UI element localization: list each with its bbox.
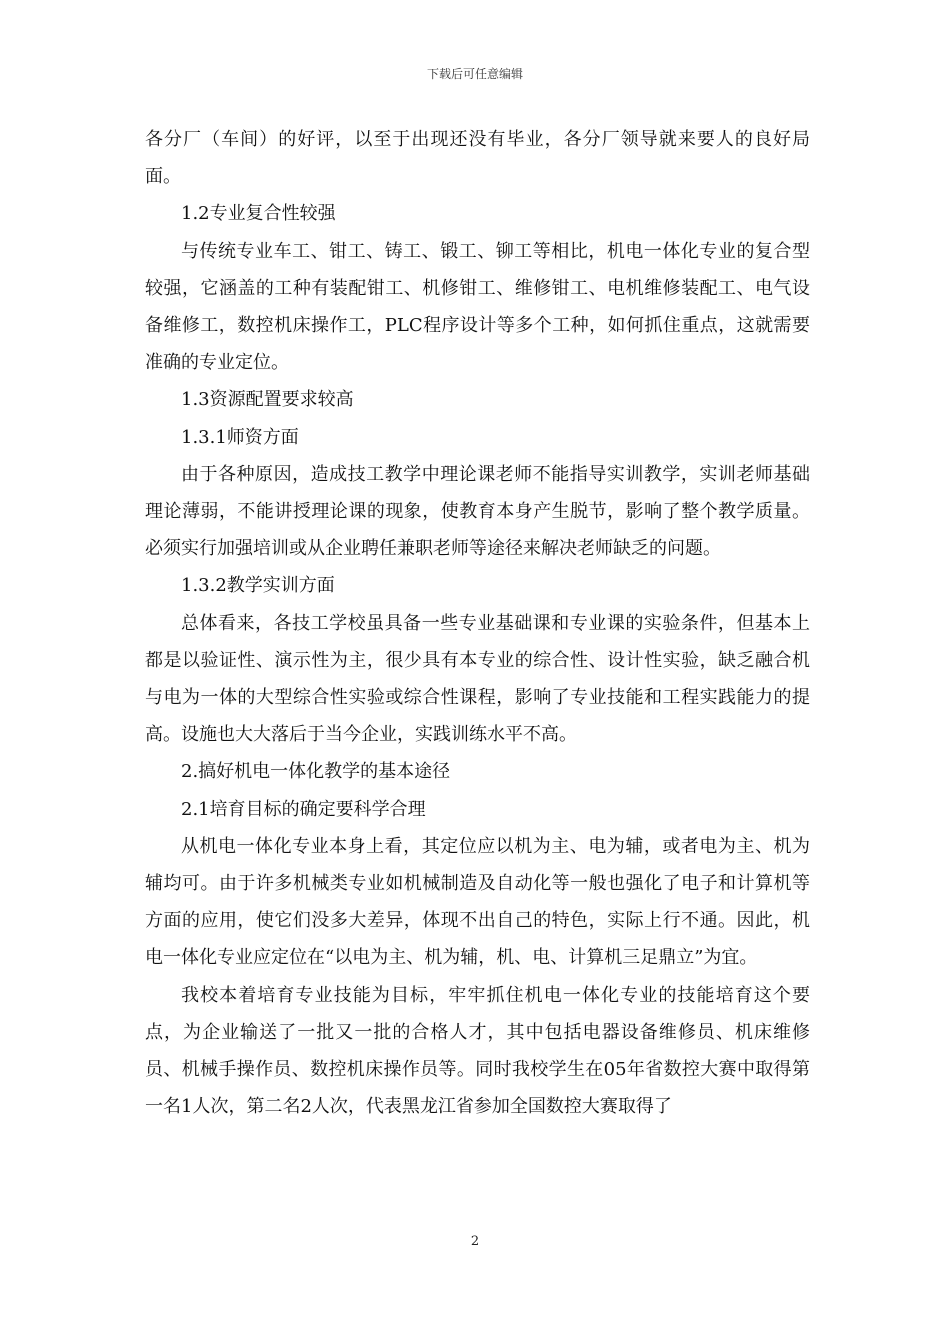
paragraph: 由于各种原因，造成技工教学中理论课老师不能指导实训教学，实训老师基础理论薄弱，不能讲授理论课的现象，使教育本身产生脱节，影响了整个教学质量。必须实行加强培训或从企业聘任兼职老师等途径来解决老师缺乏的问题。 bbox=[145, 463, 810, 560]
paragraph: 从机电一体化专业本身上看，其定位应以机为主、电为辅，或者电为主、机为辅均可。由于许多机械类专业如机械制造及自动化等一般也强化了电子和计算机等方面的应用，使它们没多大差异，体现不出自己的特色，实际上行不通。因此，机电一体化专业应定位在“以电为主、机为辅，机、电、计算机三足鼎立”为宜。 bbox=[145, 835, 810, 969]
section-heading-1-3: 1.3资源配置要求较高 bbox=[181, 389, 354, 411]
section-heading-2-1: 2.1培育目标的确定要科学合理 bbox=[181, 798, 426, 820]
paragraph-continued: 各分厂（车间）的好评，以至于出现还没有毕业，各分厂领导就来要人的良好局面。 bbox=[145, 129, 810, 188]
paragraph: 与传统专业车工、钳工、铸工、锻工、铆工等相比，机电一体化专业的复合型较强，它涵盖的工种有装配钳工、机修钳工、维修钳工、电机维修装配工、电气设备维修工，数控机床操作工，PLC程序设计等多个工种，如何抓住重点，这就需要准确的专业定位。 bbox=[145, 240, 810, 374]
section-heading-1-3-2: 1.3.2教学实训方面 bbox=[181, 575, 335, 597]
page-number: 2 bbox=[470, 1234, 480, 1249]
section-heading-2: 2.搞好机电一体化教学的基本途径 bbox=[181, 761, 451, 783]
document-body bbox=[145, 121, 810, 1125]
paragraph: 总体看来，各技工学校虽具备一些专业基础课和专业课的实验条件，但基本上都是以验证性、演示性为主，很少具有本专业的综合性、设计性实验，缺乏融合机与电为一体的大型综合性实验或综合性课程，影响了专业技能和工程实践能力的提高。设施也大大落后于当今企业，实践训练水平不高。 bbox=[145, 612, 810, 746]
section-heading-1-3-1: 1.3.1师资方面 bbox=[181, 426, 299, 448]
section-heading-1-2: 1.2专业复合性较强 bbox=[181, 203, 336, 225]
paragraph: 我校本着培育专业技能为目标，牢牢抓住机电一体化专业的技能培育这个要点，为企业输送了一批又一批的合格人才，其中包括电器设备维修员、机床维修员、机械手操作员、数控机床操作员等。同时我校学生在05年省数控大赛中取得第一名1人次，第二名2人次，代表黑龙江省参加全国数控大赛取得了 bbox=[145, 984, 810, 1118]
page-header: 下载后可任意编辑 bbox=[426, 67, 523, 81]
